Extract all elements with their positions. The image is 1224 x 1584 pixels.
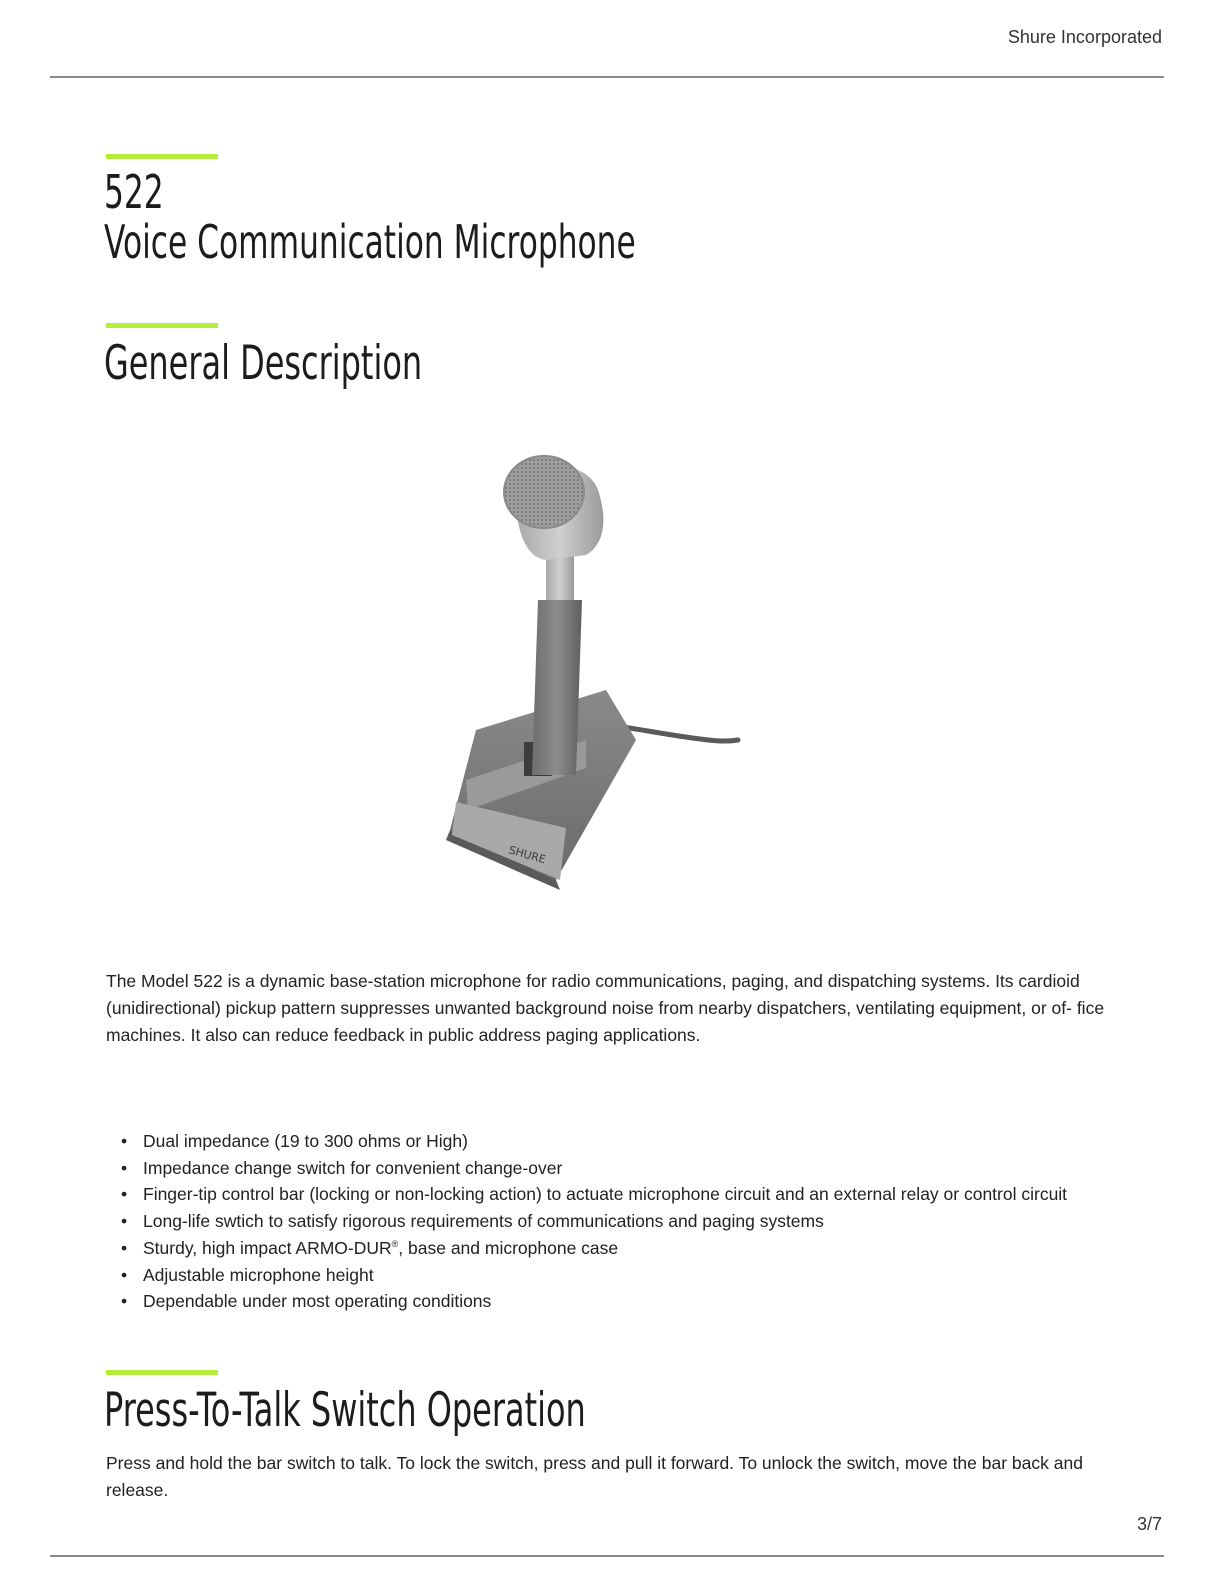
page-number: 3/7	[1136, 1514, 1162, 1534]
title-accent-bar	[106, 154, 218, 159]
bullet-icon: •	[121, 1211, 128, 1232]
header-company-name: Shure Incorporated	[1007, 27, 1162, 47]
general-description-paragraph: The Model 522 is a dynamic base-station microphone for radio communications, paging, and dispatching systems. Its cardioid (unidirectional) pickup pattern suppresses unwanted background noise from nearby dispatchers, ventilating equipment, or of- fice machines. It also can reduce feedback in public address paging applications.	[106, 971, 1105, 1045]
bullet-icon: •	[121, 1184, 128, 1205]
title-model-number: 522	[104, 165, 164, 219]
footer-divider	[50, 1555, 1164, 1557]
general-description-heading: General Description	[104, 336, 423, 391]
features-list	[106, 1128, 1126, 1315]
general-accent-bar	[106, 323, 218, 328]
list-item: • Dependable under most operating conditions	[106, 1288, 1126, 1315]
microphone-product-image	[436, 450, 748, 890]
title-product-name: Voice Communication Microphone	[104, 215, 636, 269]
bullet-icon: •	[121, 1237, 128, 1258]
list-item: • Impedance change switch for convenient change-over	[106, 1155, 1126, 1182]
bullet-icon: •	[121, 1264, 128, 1285]
header-divider	[50, 76, 1164, 78]
list-item: • Adjustable microphone height	[106, 1262, 1126, 1289]
list-item: • Finger-tip control bar (locking or non-locking action) to actuate microphone circuit and an external relay or control circuit	[106, 1181, 1126, 1208]
ptt-operation-paragraph: Press and hold the bar switch to talk. To lock the switch, press and pull it forward. To unlock the switch, move the bar back and release.	[106, 1453, 1083, 1500]
list-item: • Long-life swtich to satisfy rigorous requirements of communications and paging systems	[106, 1208, 1126, 1235]
bullet-icon: •	[121, 1291, 128, 1312]
bullet-icon: •	[121, 1131, 128, 1151]
registered-mark: ®	[391, 1238, 399, 1249]
list-item: • Dual impedance (19 to 300 ohms or High)	[106, 1128, 1126, 1155]
bullet-icon: •	[121, 1157, 128, 1178]
svg-text:SHURE: SHURE	[507, 843, 548, 867]
ptt-accent-bar	[106, 1370, 218, 1375]
list-item: • Sturdy, high impact ARMO-DUR®, base and microphone case	[106, 1235, 1126, 1262]
ptt-operation-heading: Press-To-Talk Switch Operation	[104, 1383, 586, 1438]
